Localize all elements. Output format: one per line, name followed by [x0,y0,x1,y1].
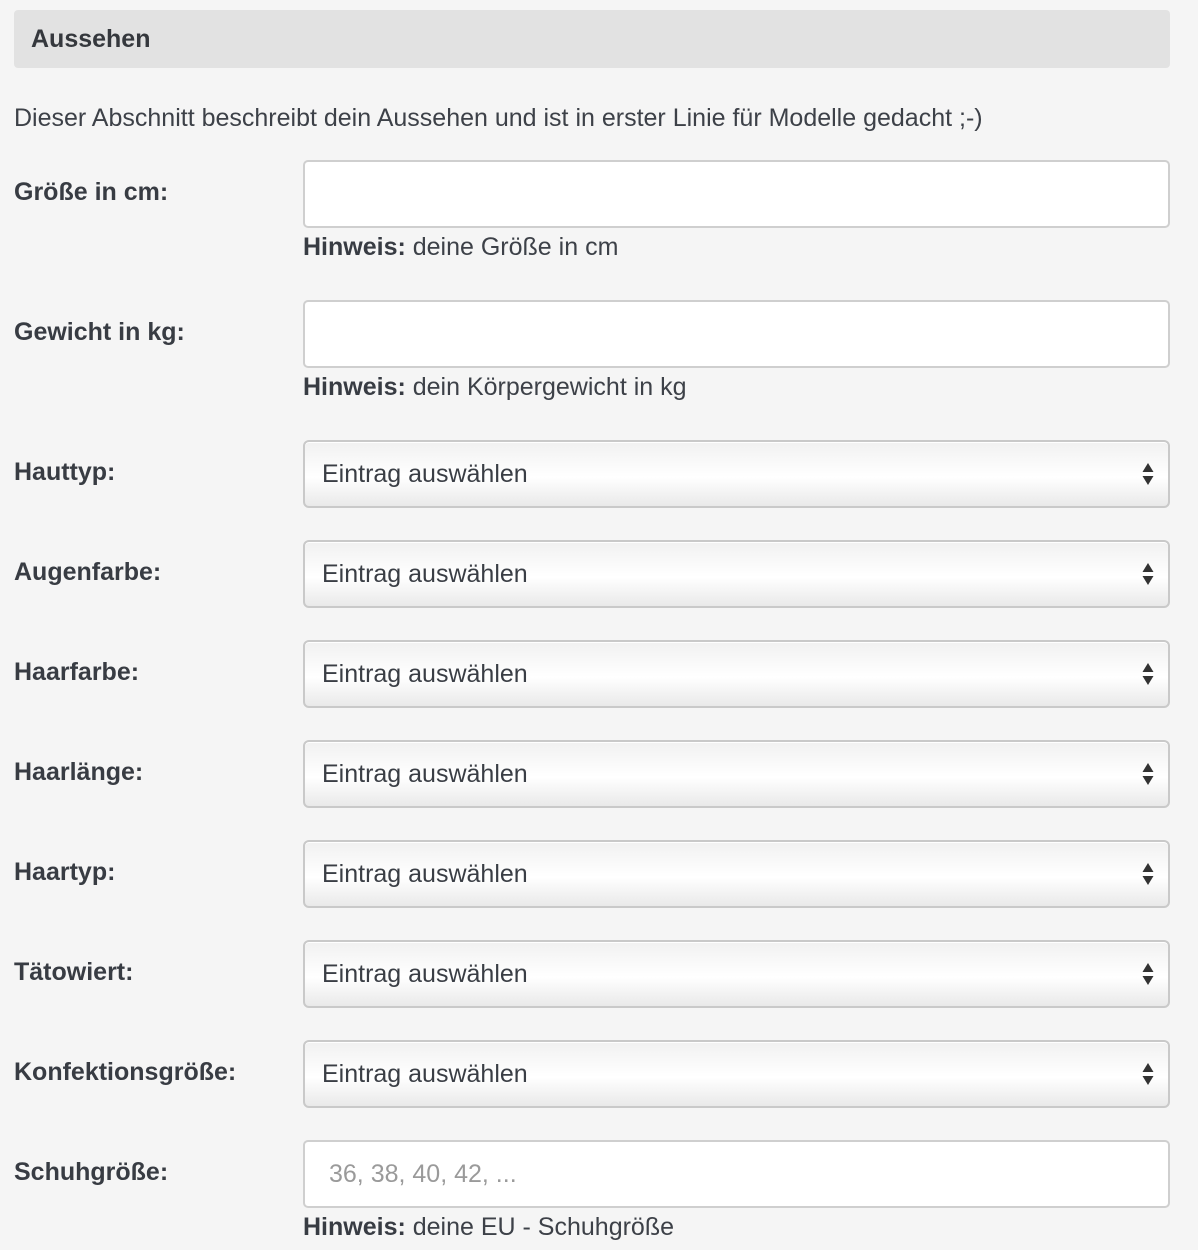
weight-input[interactable] [303,300,1170,368]
eye-color-label: Augenfarbe: [14,558,162,586]
weight-label: Gewicht in kg: [14,318,185,346]
hint-prefix: Hinweis: [303,233,406,261]
hair-color-select[interactable] [303,640,1170,708]
tattooed-select-value: Eintrag auswählen [322,959,528,988]
eye-color-select[interactable] [303,540,1170,608]
hair-color-label: Haarfarbe: [14,658,140,686]
shoe-size-hint [303,1213,674,1242]
hint-text: dein Körpergewicht in kg [412,373,687,401]
hint-text: deine EU - Schuhgröße [412,1213,675,1241]
height-input[interactable] [303,160,1170,228]
tattooed-select[interactable] [303,940,1170,1008]
skin-type-label: Hauttyp: [14,458,116,486]
select-arrows-icon [1142,561,1154,587]
skin-type-select-value: Eintrag auswählen [322,459,528,488]
hint-text: deine Größe in cm [412,233,619,261]
section-intro: Dieser Abschnitt beschreibt dein Aussehen und ist in erster Linie für Modelle gedacht ;-) [14,104,983,132]
height-hint [303,233,618,262]
clothing-size-select-value: Eintrag auswählen [322,1059,528,1088]
shoe-size-input[interactable] [303,1140,1170,1208]
section-title: Aussehen [31,24,151,53]
hair-type-select[interactable] [303,840,1170,908]
hair-length-select-value: Eintrag auswählen [322,759,528,788]
height-label: Größe in cm: [14,178,169,206]
clothing-size-label: Konfektionsgröße: [14,1058,237,1086]
hair-type-label: Haartyp: [14,858,116,886]
weight-hint [303,373,687,402]
hair-length-select[interactable] [303,740,1170,808]
select-arrows-icon [1142,861,1154,887]
select-arrows-icon [1142,1061,1154,1087]
hint-prefix: Hinweis: [303,373,406,401]
shoe-size-label: Schuhgröße: [14,1158,169,1186]
hint-prefix: Hinweis: [303,1213,406,1241]
eye-color-select-value: Eintrag auswählen [322,559,528,588]
tattooed-label: Tätowiert: [14,958,134,986]
hair-color-select-value: Eintrag auswählen [322,659,528,688]
select-arrows-icon [1142,761,1154,787]
hair-type-select-value: Eintrag auswählen [322,859,528,888]
select-arrows-icon [1142,461,1154,487]
skin-type-select[interactable] [303,440,1170,508]
select-arrows-icon [1142,661,1154,687]
select-arrows-icon [1142,961,1154,987]
hair-length-label: Haarlänge: [14,758,144,786]
clothing-size-select[interactable] [303,1040,1170,1108]
section-header [14,10,1170,68]
